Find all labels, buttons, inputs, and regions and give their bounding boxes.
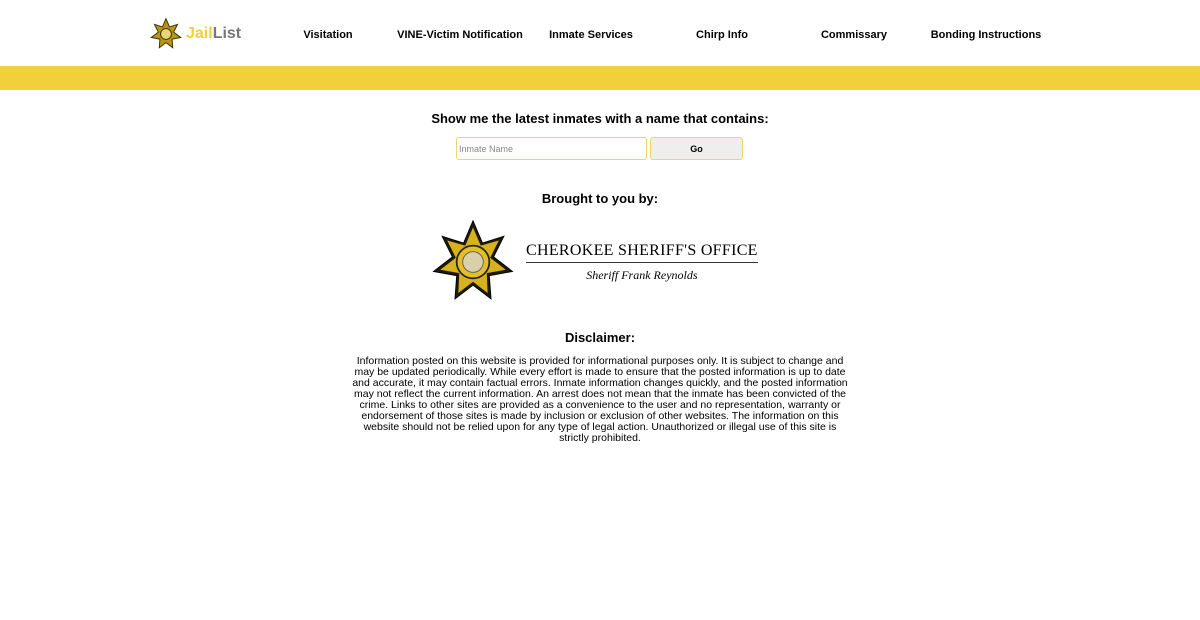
brand-list: List — [212, 25, 242, 42]
accent-band — [0, 66, 1200, 90]
header — [0, 0, 1200, 66]
sponsor-heading: Brought to you by: — [541, 191, 659, 206]
search-form — [456, 137, 743, 160]
brand-jail: Jail — [186, 25, 213, 42]
go-button[interactable]: Go — [650, 137, 743, 160]
sheriff-office-logo[interactable] — [430, 219, 758, 305]
inmate-name-input[interactable] — [456, 137, 647, 160]
disclaimer-text: Information posted on this website is provided for informational purposes only. It is subject to change and may be updated periodically. While every effort is made to ensure that the posted information is up to date and accurate, it may contain factual errors. Inmate information changes quickly, and the posted information may not reflect the current information. An arrest does not mean that the inmate has been convicted of the crime. Links to other sites are provided as a convenience to the user and no representation, warranty or endorsement of those sites is made by inclusion or exclusion of other websites. The information on this website should not be relied upon for any type of legal action. Unauthorized or illegal use of this site is strictly prohibited. — [352, 355, 848, 444]
nav-vine[interactable]: VINE-Victim Notification — [397, 29, 523, 41]
nav-inmate-services[interactable]: Inmate Services — [549, 29, 633, 41]
nav-visitation[interactable]: Visitation — [303, 29, 353, 41]
office-name: CHEROKEE SHERIFF'S OFFICE — [526, 242, 758, 263]
sheriff-name: Sheriff Frank Reynolds — [586, 267, 698, 282]
main-nav — [0, 29, 1200, 43]
disclaimer-heading: Disclaimer: — [564, 330, 636, 345]
sheriff-badge-icon — [430, 219, 516, 305]
nav-bonding[interactable]: Bonding Instructions — [930, 29, 1042, 41]
nav-commissary[interactable]: Commissary — [820, 29, 888, 41]
search-heading: Show me the latest inmates with a name that contains: — [431, 111, 769, 126]
nav-chirp-info[interactable]: Chirp Info — [696, 29, 748, 41]
